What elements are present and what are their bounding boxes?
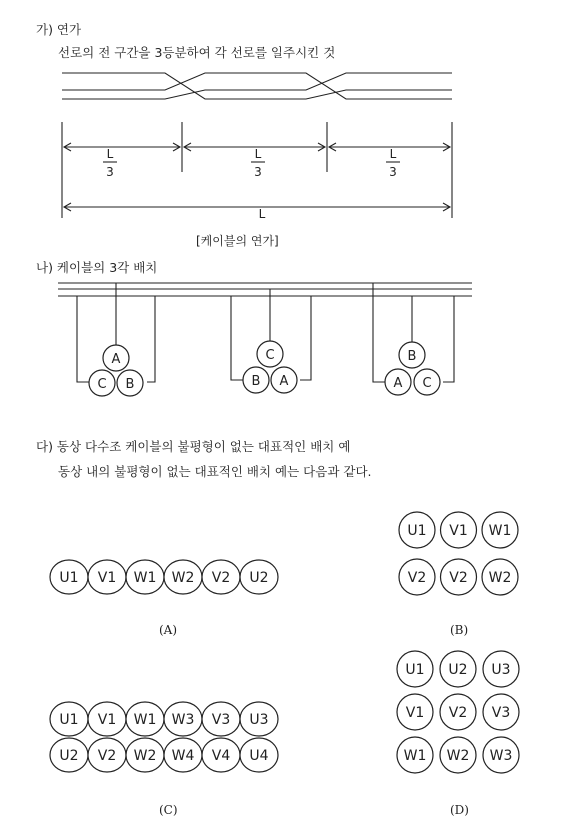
section-b-title: 나) 케이블의 3각 배치 — [36, 260, 158, 275]
cable-label: U1 — [405, 662, 425, 678]
cable-label: W1 — [403, 748, 427, 764]
cable-label: U1 — [407, 523, 427, 539]
seg2-denominator: 3 — [254, 165, 262, 179]
cable-label: W2 — [171, 570, 195, 586]
arrangement-b — [399, 512, 518, 595]
g1-top-label: A — [111, 352, 121, 367]
cable-label: V1 — [405, 705, 425, 721]
cable-label: U1 — [59, 570, 79, 586]
g2-left-label: B — [251, 374, 261, 389]
cable-label: U2 — [249, 570, 269, 586]
label-d: (D) — [450, 803, 469, 817]
label-c: (C) — [159, 803, 178, 817]
cable-label: W1 — [488, 523, 512, 539]
cable-label: W3 — [489, 748, 513, 764]
cable-label: U2 — [59, 748, 79, 764]
arrangement-a — [50, 560, 278, 594]
cable-label: U3 — [249, 712, 269, 728]
cable-label: U1 — [59, 712, 79, 728]
arrangement-d — [397, 651, 519, 773]
cable-label: W1 — [133, 712, 157, 728]
cable-label: V3 — [211, 712, 231, 728]
cable-label: W2 — [133, 748, 157, 764]
g2-right-label: A — [279, 374, 289, 389]
cable-label: V2 — [97, 748, 117, 764]
section-c-description: 동상 내의 불평형이 없는 대표적인 배치 예는 다음과 같다. — [58, 464, 372, 479]
seg3-denominator: 3 — [389, 165, 397, 179]
cable-label: W2 — [446, 748, 470, 764]
section-c-title: 다) 동상 다수조 케이블의 불평형이 없는 대표적인 배치 예 — [36, 439, 351, 454]
g2-top-label: C — [265, 348, 275, 363]
seg1-denominator: 3 — [106, 165, 114, 179]
label-b: (B) — [450, 623, 469, 637]
arrangement-c — [50, 702, 278, 772]
total-length-label: L — [258, 207, 266, 221]
g3-top-label: B — [407, 349, 417, 364]
g1-right-label: B — [125, 377, 135, 392]
cable-label: W4 — [171, 748, 195, 764]
cable-label: U4 — [249, 748, 269, 764]
cable-label: V3 — [491, 705, 511, 721]
section-a-title: 가) 연가 — [36, 22, 82, 37]
g1-left-label: C — [97, 377, 107, 392]
seg1-numerator: L — [106, 147, 114, 161]
transposition-caption: [케이블의 연가] — [196, 234, 279, 248]
cable-label: V2 — [407, 570, 427, 586]
section-a-description: 선로의 전 구간을 3등분하여 각 선로를 일주시킨 것 — [58, 45, 336, 60]
cable-label: V4 — [211, 748, 231, 764]
cable-label: V2 — [211, 570, 231, 586]
cable-label: W1 — [133, 570, 157, 586]
cable-label: V1 — [449, 523, 468, 539]
cable-label: U2 — [448, 662, 468, 678]
cable-label: V1 — [97, 570, 117, 586]
cable-label: W3 — [171, 712, 195, 728]
cable-label: V2 — [449, 570, 468, 586]
cable-label: U3 — [491, 662, 511, 678]
cable-label: V2 — [448, 705, 468, 721]
g3-right-label: C — [422, 376, 432, 391]
cable-label: V1 — [97, 712, 117, 728]
seg2-numerator: L — [254, 147, 262, 161]
g3-left-label: A — [393, 376, 403, 391]
seg3-numerator: L — [389, 147, 397, 161]
cable-label: W2 — [488, 570, 512, 586]
label-a: (A) — [159, 623, 178, 637]
